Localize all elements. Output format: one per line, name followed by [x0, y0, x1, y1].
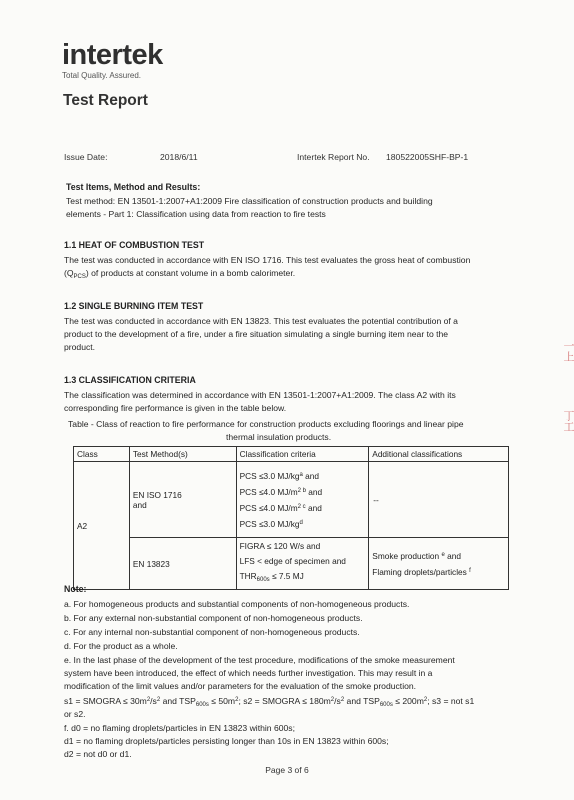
logo-wordmark: intertek	[62, 39, 163, 71]
issue-date-label: Issue Date:	[64, 152, 108, 162]
header-test-methods: Test Method(s)	[129, 447, 236, 462]
method-cell-iso1716	[129, 462, 236, 538]
section-1-1-line-1: The test was conducted in accordance with EN ISO 1716. This test evaluates the gross heat of combustion	[64, 255, 471, 265]
table-row	[74, 462, 509, 538]
table-caption-line-2: thermal insulation products.	[226, 432, 332, 442]
notes-heading: Note:	[64, 584, 87, 594]
additional-line: Flaming droplets/particles $^f$	[372, 566, 471, 577]
header-class: Class	[74, 447, 130, 462]
additional-cell-2	[369, 538, 509, 590]
method-cell-en13823: EN 13823	[129, 538, 236, 590]
criteria-line: PCS ≤4.0 $MJ/m^{2 c}$ and	[239, 502, 322, 513]
intro-line-2: elements - Part 1: Classification using data from reaction to fire tests	[66, 209, 326, 219]
section-1-2-line-2: product to the development of a fire, under a fire situation simulating a single burning item near to the	[64, 329, 449, 339]
additional-cell-1: --	[369, 462, 509, 538]
table-header-row	[74, 447, 509, 462]
criteria-line: LFS < edge of specimen and	[239, 556, 346, 566]
header-criteria: Classification criteria	[236, 447, 369, 462]
note-smoke-classes: s1 = SMOGRA ≤ $30m^2/s^2$ and $TSP_{600s} \le 50m^2$; s2 = SMOGRA ≤ $180m^2/s^2$ and $TSP_{600s} \le 200m^2$; s3 = not s1	[64, 696, 475, 708]
intertek-logo	[62, 40, 163, 80]
note-e-line-1: e. In the last phase of the development of the test procedure, modifications of the smoke measurement	[64, 655, 455, 665]
intro-line-1: Test method: EN 13501-1:2007+A1:2009 Fire classification of construction products and building	[66, 196, 433, 206]
criteria-line: FIGRA ≤ 120 W/s and	[239, 541, 321, 551]
criteria-line: $THR_{600s} \le 7.5$ MJ	[239, 571, 304, 583]
report-no-value: 180522005SHF-BP-1	[386, 152, 469, 162]
issue-date-value: 2018/6/11	[160, 152, 198, 162]
additional-line: Smoke production $^e$ and	[372, 550, 461, 561]
margin-stamp-1: 一上	[562, 340, 574, 362]
header-additional: Additional classifications	[369, 447, 509, 462]
method-line: and	[132, 499, 147, 510]
method-line: EN ISO 1716	[132, 489, 182, 500]
classification-table	[73, 446, 509, 590]
note-f-line-3: d2 = not d0 or d1.	[64, 749, 132, 759]
report-no-label: Intertek Report No.	[297, 152, 370, 162]
report-title: Test Report	[63, 92, 148, 109]
class-cell: A2	[74, 462, 130, 590]
section-1-1-line-2: $(Q_{PCS})$ of products at constant volume in a bomb calorimeter.	[64, 268, 296, 280]
section-1-3-line-1: The classification was determined in accordance with EN 13501-1:2007+A1:2009. The class A2 with its	[64, 390, 456, 400]
note-a: a. For homogeneous products and substantial components of non-homogeneous products.	[64, 599, 410, 609]
criteria-cell-sbi	[236, 538, 369, 590]
criteria-line: PCS ≤3.0 $MJ/kg^d$	[239, 518, 303, 529]
table-row	[74, 538, 509, 590]
note-f-line-2: d1 = no flaming droplets/particles persisting longer than 10s in EN 13823 within 600s;	[64, 736, 389, 746]
table-caption-line-1: Table - Class of reaction to fire performance for construction products excluding floorings and linear pipe	[68, 419, 464, 429]
note-e-line-3: modification of the limit values and/or parameters for the evaluation of the smoke production.	[64, 681, 417, 691]
note-smoke-classes-cont: or s2.	[64, 709, 86, 719]
note-c: c. For any internal non-substantial component of non-homogeneous products.	[64, 627, 360, 637]
page-number: Page 3 of 6	[265, 765, 309, 775]
section-1-2-line-3: product.	[64, 342, 96, 352]
logo-tagline: Total Quality. Assured.	[62, 71, 141, 80]
criteria-line: PCS ≤4.0 $MJ/m^{2 b}$ and	[239, 486, 323, 497]
intro-heading: Test Items, Method and Results:	[66, 182, 201, 192]
section-1-2-heading: 1.2 SINGLE BURNING ITEM TEST	[64, 301, 204, 311]
section-1-3-heading: 1.3 CLASSIFICATION CRITERIA	[64, 375, 196, 385]
section-1-3-line-2: corresponding fire performance is given in the table below.	[64, 403, 287, 413]
note-f: f. d0 = no flaming droplets/particles in EN 13823 within 600s;	[64, 723, 295, 733]
criteria-line: PCS ≤3.0 $MJ/kg^a$ and	[239, 470, 319, 481]
note-b: b. For any external non-substantial component of non-homogeneous products.	[64, 613, 363, 623]
note-e-line-2: system have been introduced, the effect of which needs further investigation. This may result in a	[64, 668, 433, 678]
note-d: d. For the product as a whole.	[64, 641, 178, 651]
section-1-2-line-1: The test was conducted in accordance with EN 13823. This test evaluates the potential contribution of a	[64, 316, 458, 326]
section-1-1-heading: 1.1 HEAT OF COMBUSTION TEST	[64, 240, 205, 250]
criteria-cell-pcs	[236, 462, 369, 538]
margin-stamp-2: 丁工	[562, 410, 574, 432]
